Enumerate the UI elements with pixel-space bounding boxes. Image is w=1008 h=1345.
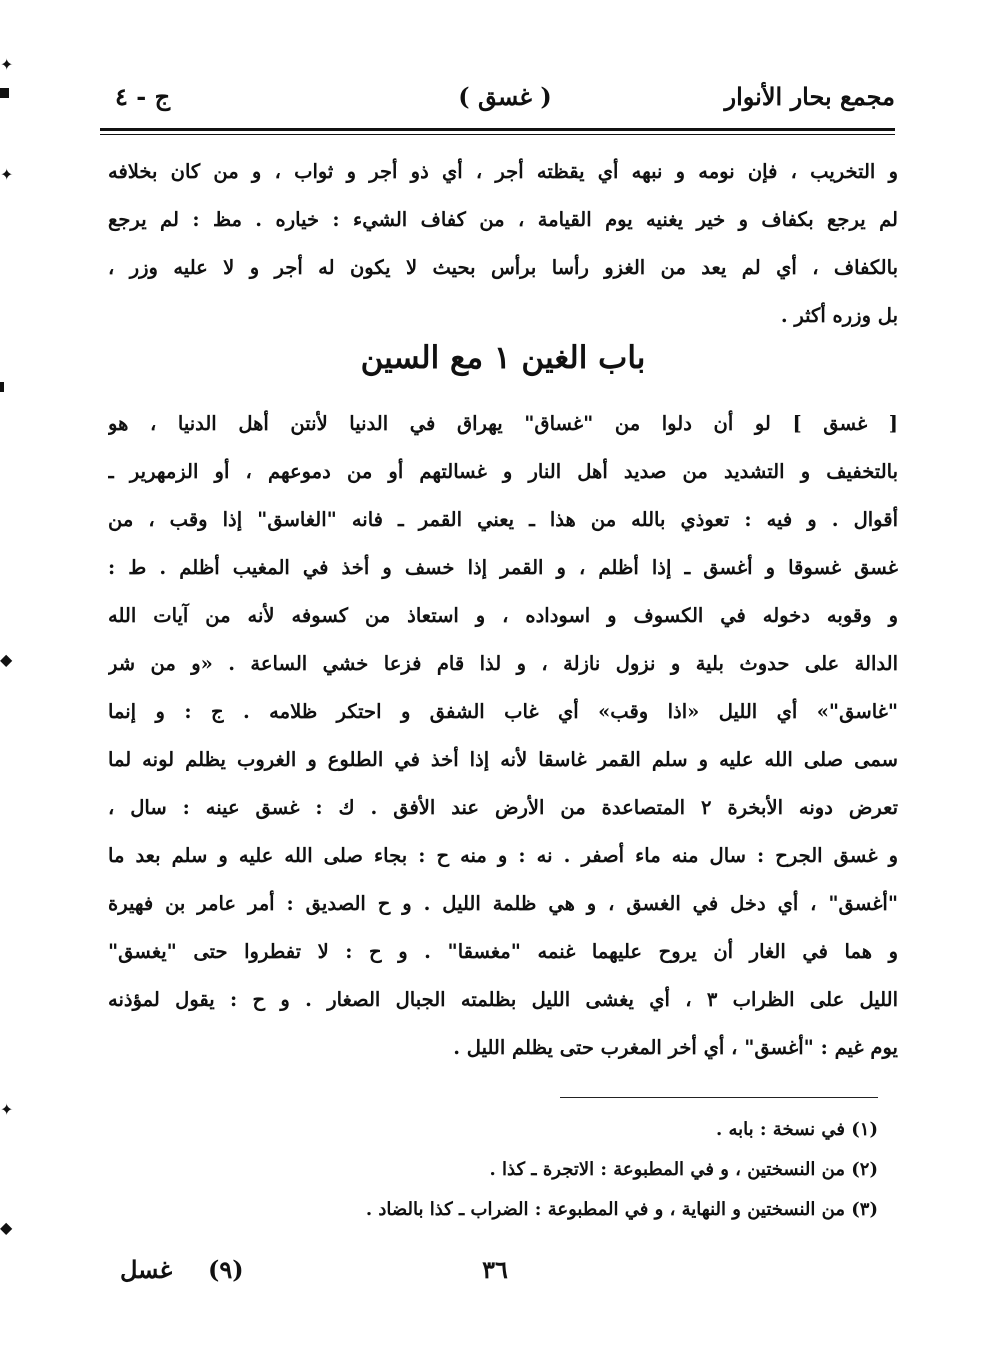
- margin-mark: ✦: [0, 1100, 14, 1119]
- footnote: (٣) من النسختين و النهاية ، و في المطبوعة : الضراب ـ كذا بالضاد .: [365, 1199, 878, 1220]
- header-entry-word: ( غسق ): [458, 82, 552, 111]
- text-line: و وقوبه دخوله في الكسوف و اسوداده ، و استعاذ من كسوفه لأنه من آيات الله: [108, 604, 898, 627]
- signature-mark: (٩): [208, 1255, 244, 1284]
- intro-paragraph: [108, 148, 898, 340]
- margin-mark: ◆: [0, 650, 13, 669]
- text-line: سمى صلى الله عليه و سلم القمر غاسقا لأنه إذا أخذ في الطلوع و الغروب يظلم لونه لما: [108, 748, 898, 771]
- text-line: غسق غسوقا و أغسق ـ إذا أظلم ، و القمر إذا خسف و أخذ في المغيب أظلم . ط :: [108, 556, 898, 579]
- catchword: غسل: [120, 1255, 173, 1284]
- volume-number: ج - ٤: [115, 82, 171, 111]
- chapter-heading: باب الغين ١ مع السين: [360, 340, 646, 376]
- footnote: (٢) من النسختين ، و في المطبوعة : الاتجرة ـ كذا .: [489, 1159, 878, 1180]
- text-line: و هما في الغار أن يروح عليهما غنمه "مغسقا" . و ح : لا تفطروا حتى "يغسق": [108, 940, 898, 963]
- text-line: بالتخفيف و التشديد من صديد أهل النار و غسالتهم أو من دموعهم ، أو الزمهرير ـ: [108, 460, 898, 483]
- text-line: بل وزره أكثر .: [780, 304, 898, 327]
- text-line: أقوال . و فيه : تعوذي بالله من هذا ـ يعني القمر ـ فانه "الغاسق" إذا وقب ، من: [108, 508, 898, 531]
- text-line: [ غسق ] لو أن دلوا من "غساق" يهراق في الدنيا لأنتن أهل الدنيا ، هو: [108, 412, 898, 435]
- footnotes: [108, 1110, 878, 1230]
- text-line: لم يرجع بكفاف و خير يغنيه يوم القيامة ، من كفاف الشيء : خياره . مظ : لم يرجع: [108, 208, 898, 231]
- footnote-rule: [560, 1097, 878, 1098]
- header-rule-thin: [100, 134, 895, 135]
- text-line: "أغسق" ، أي دخل في الغسق ، و هي ظلمة الليل . و ح الصديق : أمر عامر بن فهيرة: [108, 892, 898, 915]
- header-rule: [100, 128, 895, 131]
- text-line: بالكفاف ، أي لم يعد من الغزو رأسا برأس بحيث لا يكون له أجر و لا عليه وزر ،: [108, 256, 898, 279]
- margin-mark: ◆: [0, 1218, 13, 1237]
- main-paragraph: [108, 400, 898, 1072]
- margin-mark: ✦: [0, 165, 14, 184]
- margin-mark: ✦: [0, 55, 14, 74]
- text-line: الليل على الظراب ٣ ، أي يغشى الليل بظلمته الجبال الصغار . و ح : يقول لمؤذنه: [108, 988, 898, 1011]
- text-line: و غسق الجرح : سال منه ماء أصفر . نه : و منه ح : بجاء صلى الله عليه و سلم بعد ما: [108, 844, 898, 867]
- text-line: الدالة على حدوث بلية و نزول نازلة ، و لذا قام فزعا خشي الساعة . «و من شر: [108, 652, 898, 675]
- footnote: (١) في نسخة : بابه .: [715, 1119, 878, 1140]
- text-line: تعرض دونه الأبخرة ٢ المتصاعدة من الأرض عند الأفق . ك : غسق عينه : سال ،: [108, 796, 898, 819]
- text-line: و التخريب ، فإن نومه و نبهه أي يقظته أجر ، أي ذو أجر و ثواب ، و من كان بخلافه: [108, 160, 898, 183]
- running-header: [115, 82, 895, 122]
- book-title: مجمع بحار الأنوار: [724, 82, 895, 111]
- margin-mark: [0, 88, 9, 98]
- page-number: ٣٦: [482, 1255, 508, 1284]
- margin-mark: [0, 382, 4, 392]
- text-line: يوم غيم : "أغسق" ، أي أخر المغرب حتى يظلم الليل .: [453, 1036, 898, 1059]
- text-line: "غاسق"» أي الليل «اذا وقب» أي غاب الشفق و احتكر ظلامه . ج : و إنما: [108, 700, 898, 723]
